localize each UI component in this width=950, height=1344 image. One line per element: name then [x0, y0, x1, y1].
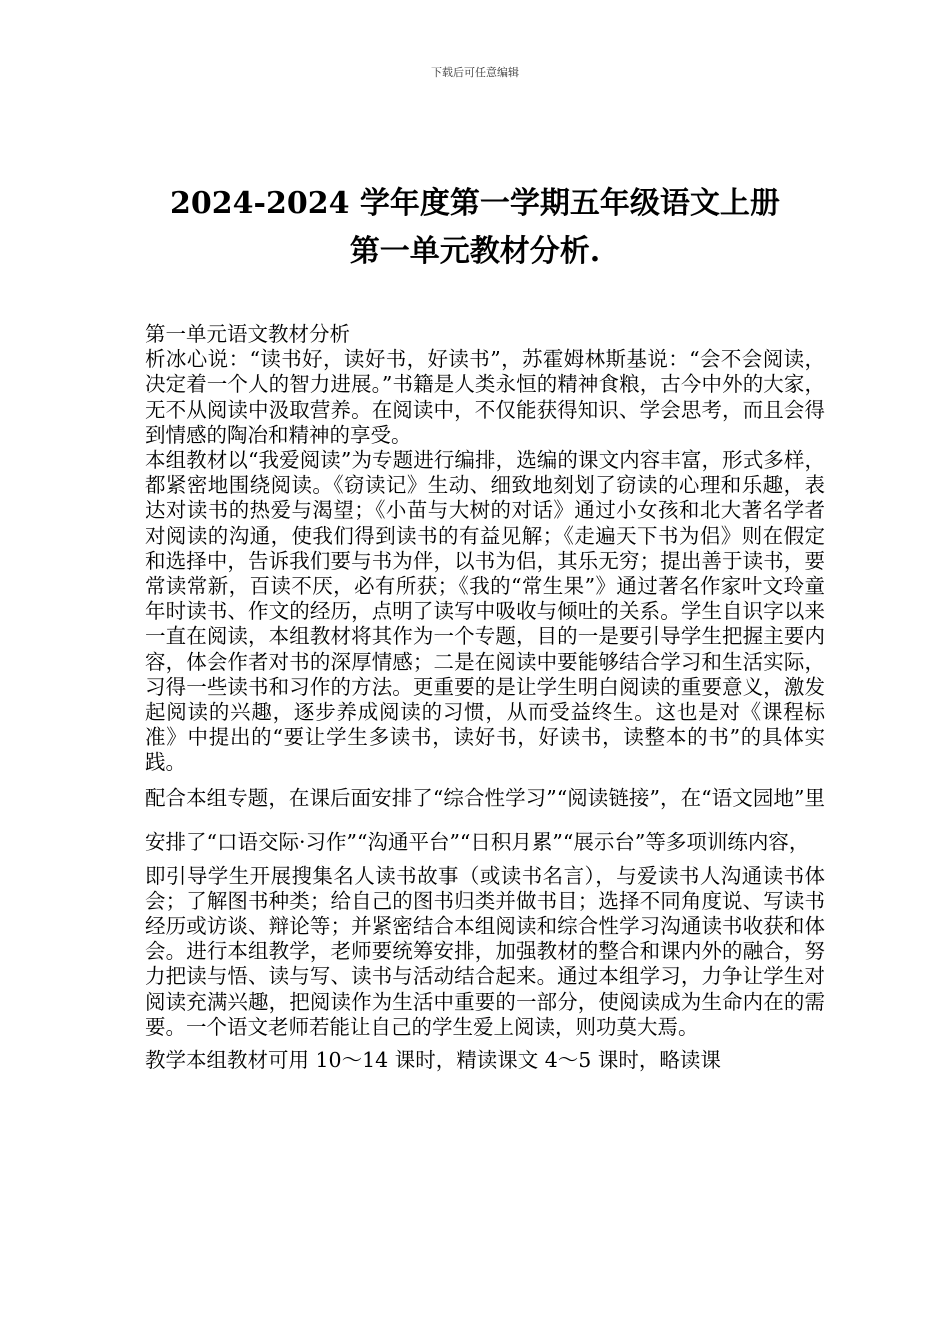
paragraph-intro: 析冰心说：“读书好，读好书，好读书”，苏霍姆林斯基说：“会不会阅读，决定着一个人的智力进展。”书籍是人类永恒的精神食粮，古今中外的大家，无不从阅读中汲取营养。在阅读中，不仅能获得知识、学会思考，而且会得到情感的陶冶和精神的享受。: [145, 347, 825, 447]
page-header-note: 下载后可任意编辑: [431, 66, 519, 79]
paragraph-unit-overview: 本组教材以“我爱阅读”为专题进行编排，选编的课文内容丰富，形式多样，都紧密地围绕阅读。《窃读记》生动、细致地刻划了窃读的心理和乐趣，表达对读书的热爱与渴望；《小苗与大树的对话》通过小女孩和北大著名学者对阅读的沟通，使我们得到读书的有益见解；《走遍天下书为侣》则在假定和选择中，告诉我们要与书为伴，以书为侣，其乐无穷；提出善于读书，要常读常新，百读不厌，必有所获；《我的“常生果”》通过著名作家叶文玲童年时读书、作文的经历，点明了读写中吸收与倾吐的关系。学生自识字以来一直在阅读，本组教材将其作为一个专题，目的一是要引导学生把握主要内容，体会作者对书的深厚情感；二是在阅读中要能够结合学习和生活实际，习得一些读书和习作的方法。更重要的是让学生明白阅读的重要意义，激发起阅读的兴趣，逐步养成阅读的习惯，从而受益终生。这也是对《课程标准》中提出的“要让学生多读书，读好书，好读书，读整本的书”的具体实践。: [145, 448, 825, 775]
document-title-line-2: 第一单元教材分析.: [349, 234, 601, 269]
paragraph-lesson-hours: 教学本组教材可用 10～14 课时，精读课文 4～5 课时，略读课: [145, 1048, 721, 1073]
document-title-line-1: 2024-2024 学年度第一学期五年级语文上册: [170, 186, 780, 221]
paragraph-activities-continued: 即引导学生开展搜集名人读书故事（或读书名言），与爱读书人沟通读书体会；了解图书种类；给自己的图书归类并做书目；选择不同角度说、写读书经历或访谈、辩论等；并紧密结合本组阅读和综合性学习沟通读书收获和体会。进行本组教学，老师要统筹安排，加强教材的整合和课内外的融合，努力把读与悟、读与写、读书与活动结合起来。通过本组学习，力争让学生对阅读充满兴趣，把阅读作为生活中重要的一部分，使阅读成为生命内在的需要。一个语文老师若能让自己的学生爱上阅读，则功莫大焉。: [145, 863, 825, 1039]
document-body: [145, 322, 825, 1073]
document-title: [100, 180, 850, 276]
section-heading: 第一单元语文教材分析: [145, 322, 350, 346]
paragraph-activities: 配合本组专题，在课后面安排了“综合性学习”“阅读链接”，在“语文园地”里安排了“口语交际·习作”“沟通平台”“日积月累”“展示台”等多项训练内容，: [145, 785, 825, 854]
